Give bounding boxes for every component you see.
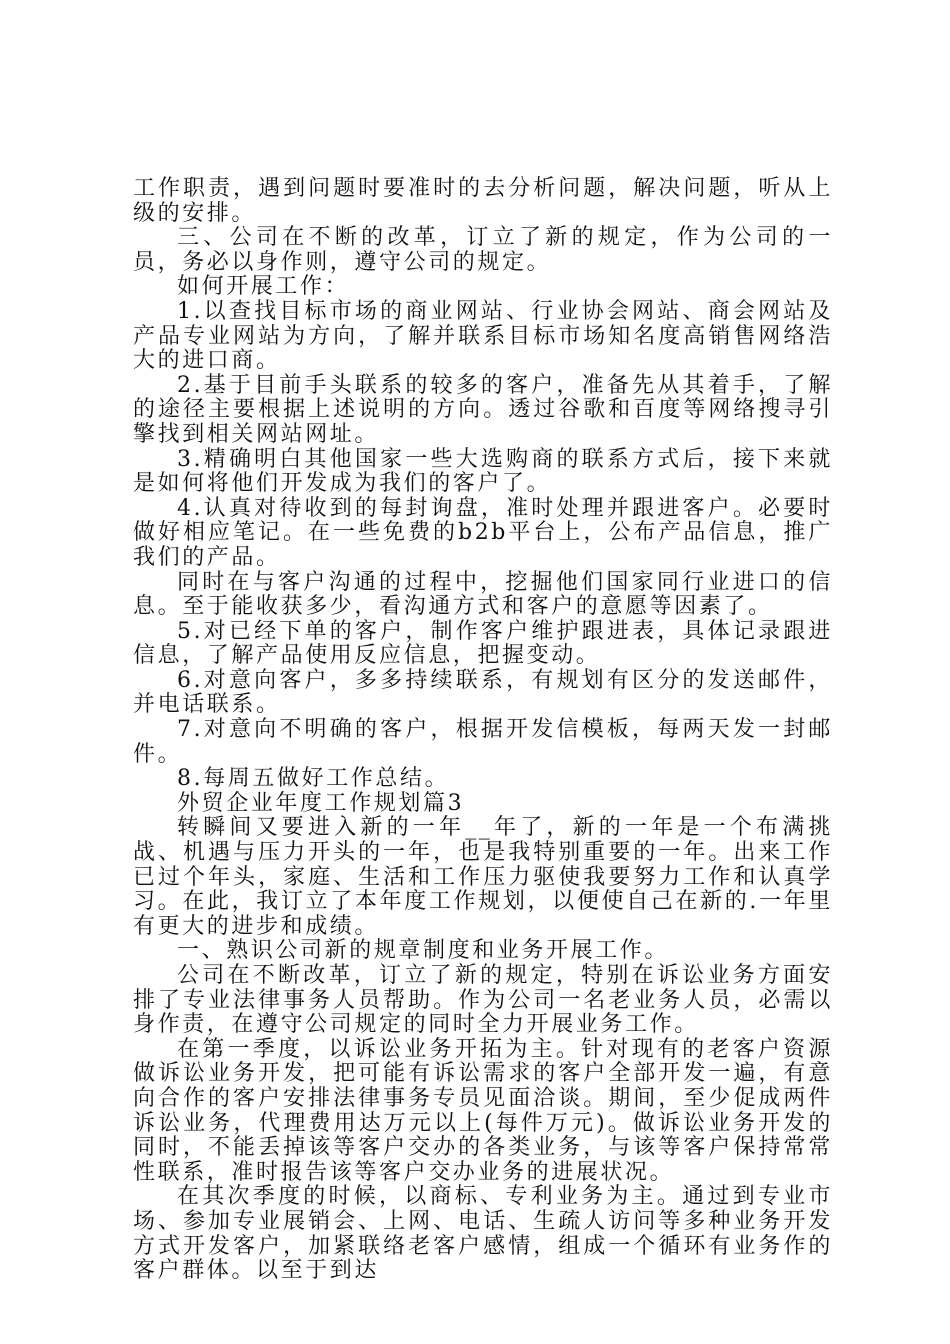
paragraph: 3.精确明白其他国家一些大选购商的联系方式后，接下来就是如何将他们开发成为我们的客户了。 [133, 446, 833, 497]
paragraph: 8.每周五做好工作总结。 [177, 766, 450, 792]
document-body [133, 177, 833, 1284]
paragraph: 如何开展工作： [177, 274, 350, 300]
paragraph: 三、公司在不断的改革，订立了新的规定，作为公司的一员，务必以身作则，遵守公司的规定。 [133, 225, 833, 275]
section-heading: 外贸企业年度工作规划篇3 [177, 790, 465, 816]
paragraph: 在第一季度，以诉讼业务开拓为主。针对现有的老客户资源做诉讼业务开发，把可能有诉讼需求的客户全部开发一遍，有意向合作的客户安排法律事务专员见面洽谈。期间，至少促成两件诉讼业务，代理费用达万元以上(每件万元)。做诉讼业务开发的同时，不能丢掉该等客户交办的各类业务，与该等客户保持常常性联系，准时报告该等客户交办业务的进展状况。 [133, 1036, 833, 1185]
paragraph: 7.对意向不明确的客户，根据开发信模板，每两天发一封邮件。 [133, 717, 833, 767]
subheading: 一、熟识公司新的规章制度和业务开展工作。 [177, 938, 670, 964]
paragraph: 转瞬间又要进入新的一年__年了，新的一年是一个布满挑战、机遇与压力开头的一年，也是我特别重要的一年。出来工作已过个年头，家庭、生活和工作压力驱使我要努力工作和认真学习。在此，我订立了本年度工作规划，以便使自己在新的.一年里有更大的进步和成绩。 [133, 815, 833, 939]
paragraph: 公司在不断改革，订立了新的规定，特别在诉讼业务方面安排了专业法律事务人员帮助。作为公司一名老业务人员，必需以身作责，在遵守公司规定的同时全力开展业务工作。 [133, 963, 833, 1038]
paragraph: 4.认真对待收到的每封询盘，准时处理并跟进客户。必要时做好相应笔记。在一些免费的b2b平台上，公布产品信息，推广我们的产品。 [133, 495, 833, 570]
paragraph: 1.以查找目标市场的商业网站、行业协会网站、商会网站及产品专业网站为方向，了解并联系目标市场知名度高销售网络浩大的进口商。 [133, 298, 833, 374]
paragraph: 6.对意向客户，多多持续联系，有规划有区分的发送邮件，并电话联系。 [133, 667, 833, 718]
paragraph: 工作职责，遇到问题时要准时的去分析问题，解决问题，听从上级的安排。 [133, 176, 833, 226]
paragraph: 2.基于目前手头联系的较多的客户，准备先从其着手，了解的途径主要根据上述说明的方向。透过谷歌和百度等网络搜寻引擎找到相关网站网址。 [133, 372, 833, 447]
paragraph: 同时在与客户沟通的过程中，挖掘他们国家同行业进口的信息。至于能收获多少，看沟通方式和客户的意愿等因素了。 [133, 569, 833, 620]
paragraph: 5.对已经下单的客户，制作客户维护跟进表，具体记录跟进信息，了解产品使用反应信息，把握变动。 [133, 618, 833, 669]
paragraph: 在其次季度的时候，以商标、专利业务为主。通过到专业市场、参加专业展销会、上网、电话、生疏人访问等多种业务开发方式开发客户，加紧联络老客户感情，组成一个循环有业务作的客户群体。以至于到达 [133, 1184, 833, 1284]
